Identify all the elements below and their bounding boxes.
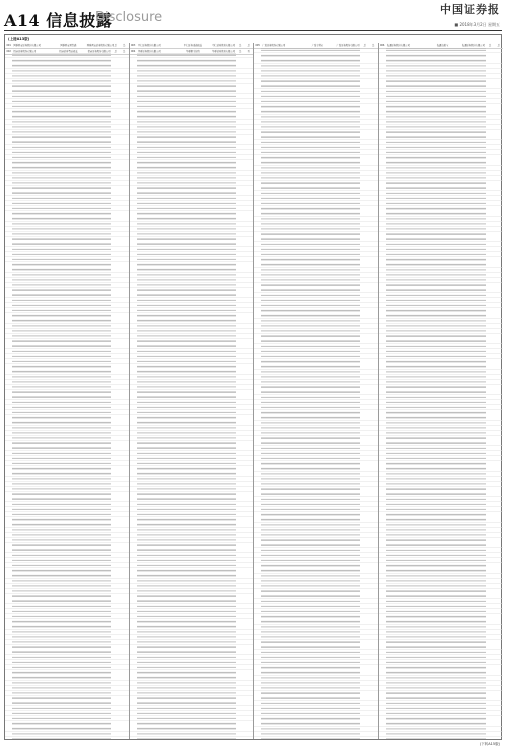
cell-flag-2: 是 [247, 44, 250, 47]
table-column-block-4 [379, 43, 504, 739]
cell-no: 003 [130, 44, 136, 47]
cell-flag-1: 是 [238, 44, 242, 47]
header-rule [4, 30, 502, 31]
cell-flag-2: 否 [247, 50, 250, 54]
cell-fund: 中信证券卓越成长 [183, 44, 203, 47]
cell-no: 006 [380, 44, 385, 47]
table-column-block-2 [130, 43, 255, 739]
cell-fund: 招商证券智远成长 [59, 50, 78, 54]
cell-name: 中信证券股份有限公司 [137, 44, 161, 47]
cell-flag-1: 是 [488, 44, 492, 47]
cell-no: 004 [130, 50, 136, 54]
cell-name: 华泰证券股份有限公司 [137, 50, 161, 54]
cell-fund: 海通海蓝宝 [436, 44, 449, 47]
cell-flag-1: 是 [363, 44, 366, 47]
cell-no: 002 [6, 50, 11, 54]
cell-flag-2: 是 [372, 44, 375, 47]
table-rows-fill [130, 53, 254, 739]
cell-flag-1: 是 [114, 50, 117, 54]
cell-agent: 广发证券股份有限公司 [336, 44, 360, 47]
cell-no: 005 [255, 44, 260, 47]
table-continued-from: (上接A13版) [8, 37, 30, 41]
cell-name: 海通证券股份有限公司 [386, 44, 410, 47]
cell-flag-1: 是 [114, 44, 117, 47]
cell-flag-2: 是 [123, 44, 126, 47]
cell-agent: 国泰君安证券股份有限公司 [86, 44, 115, 47]
cell-fund: 国泰君安君得鑫 [60, 44, 77, 47]
masthead [0, 0, 506, 30]
cell-name: 招商证券股份有限公司 [13, 50, 37, 54]
cell-no: 001 [6, 44, 11, 47]
cell-fund: 广发金管家 [311, 44, 324, 47]
table-column-block-1 [5, 43, 130, 739]
table-rows-fill [254, 48, 378, 739]
table-column-block-3 [254, 43, 379, 739]
cell-flag-1: 是 [238, 50, 242, 54]
cell-name: 国泰君安证券股份有限公司 [13, 44, 41, 47]
cell-flag-2: 是 [123, 50, 126, 54]
cell-agent: 华泰证券股份有限公司 [212, 50, 236, 54]
newspaper-logo: 中国证券报 [440, 3, 500, 16]
cell-flag-2: 是 [497, 44, 500, 47]
disclosure-table [4, 34, 502, 740]
table-rows-fill [5, 53, 129, 739]
cell-agent: 海通证券股份有限公司 [461, 44, 485, 47]
table-rows-fill [379, 48, 504, 739]
cell-agent: 招商证券股份有限公司 [87, 50, 111, 54]
continued-on-note: (下转A15版) [479, 742, 500, 746]
cell-agent: 中信证券股份有限公司 [212, 44, 236, 47]
cell-name: 广发证券股份有限公司 [262, 44, 286, 47]
cell-fund: 华泰紫金价值 [186, 50, 200, 54]
section-english-title: Disclosure [95, 10, 163, 25]
page-section-title: A14 信息披露 [4, 11, 113, 30]
issue-date: ■ 2018年3月2日 星期五 [454, 22, 500, 27]
